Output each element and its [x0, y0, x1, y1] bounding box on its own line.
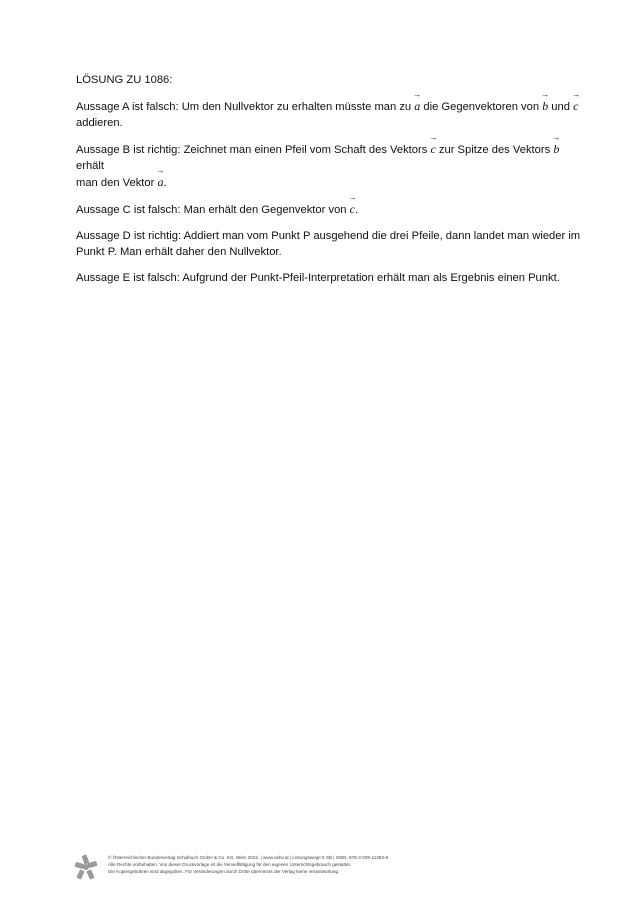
vector-a-symbol: → a — [413, 90, 422, 113]
statement-c-text-2: . — [354, 204, 359, 216]
vector-c-symbol: → c — [572, 90, 581, 113]
statement-a-text-1: Aussage A ist falsch: Um den Nullvektor zu erhalten müsste man zu — [76, 101, 415, 113]
statement-a-text-3: und — [548, 101, 574, 113]
vector-arrow-icon: → — [429, 133, 438, 142]
vector-b-symbol: → b — [541, 90, 550, 113]
statement-c — [76, 193, 586, 218]
statement-c-text-1: Aussage C ist falsch: Man erhält den Gegenvektor von — [76, 204, 350, 216]
vector-arrow-icon: → — [572, 90, 581, 99]
statement-a — [76, 90, 586, 131]
statement-b-text-4: man den Vektor — [76, 177, 158, 189]
statement-b-text-1: Aussage B ist richtig: Zeichnet man einen Pfeil vom Schaft des Vektors — [76, 144, 431, 156]
statement-a-text-4: addieren. — [76, 117, 123, 129]
statement-b-text-2: zur Spitze des Vektors — [435, 144, 554, 156]
footer-line-3: Die Kopiergebühren sind abgegolten. Für Veränderungen durch Dritte übernimmt der Verlag keine Verantwortung. — [108, 869, 340, 874]
solution-content — [76, 72, 586, 296]
vector-arrow-icon: → — [348, 193, 357, 202]
statement-d — [76, 228, 586, 260]
vector-arrow-icon: → — [541, 90, 550, 99]
footer-text — [108, 854, 588, 875]
vector-arrow-icon: → — [413, 90, 422, 99]
footer-line-1: © Österreichischer Bundesverlag Schulbuch GmbH & Co. KG, Wien 2022. | www.oebv.at | Lösungswege 5 SB | ISBN: 978-3-209-11493-8 — [108, 855, 389, 860]
vector-b-symbol: → b — [552, 133, 561, 156]
statement-d-line-2: Punkt P. Man erhält daher den Nullvektor. — [76, 246, 282, 258]
vector-arrow-icon: → — [552, 133, 561, 142]
vector-arrow-icon: → — [156, 166, 165, 175]
publisher-logo-icon — [74, 854, 98, 880]
vector-c-symbol: → c — [429, 133, 438, 156]
copyright-footer — [74, 852, 594, 884]
statement-b — [76, 133, 586, 191]
vector-c-symbol: → c — [348, 193, 357, 216]
solution-heading: LÖSUNG ZU 1086: — [76, 74, 173, 86]
statement-d-line-1: Aussage D ist richtig: Addiert man vom Punkt P ausgehend die drei Pfeile, dann landet man wieder im — [76, 230, 581, 242]
statement-b-text-5: . — [163, 177, 167, 189]
footer-line-2: Alle Rechte vorbehalten. Von dieser Druckvorlage ist die Vervielfältigung für den eigenen Unterrichtsgebrauch gestattet. — [108, 862, 352, 867]
vector-a-symbol: → a — [156, 166, 165, 189]
statement-e — [76, 270, 586, 286]
statement-b-text-3: erhält — [76, 160, 104, 172]
statement-a-text-2: die Gegenvektoren von — [420, 101, 543, 113]
statement-e-line-1: Aussage E ist falsch: Aufgrund der Punkt-Pfeil-Interpretation erhält man als Ergebnis einen Punkt. — [76, 272, 560, 284]
